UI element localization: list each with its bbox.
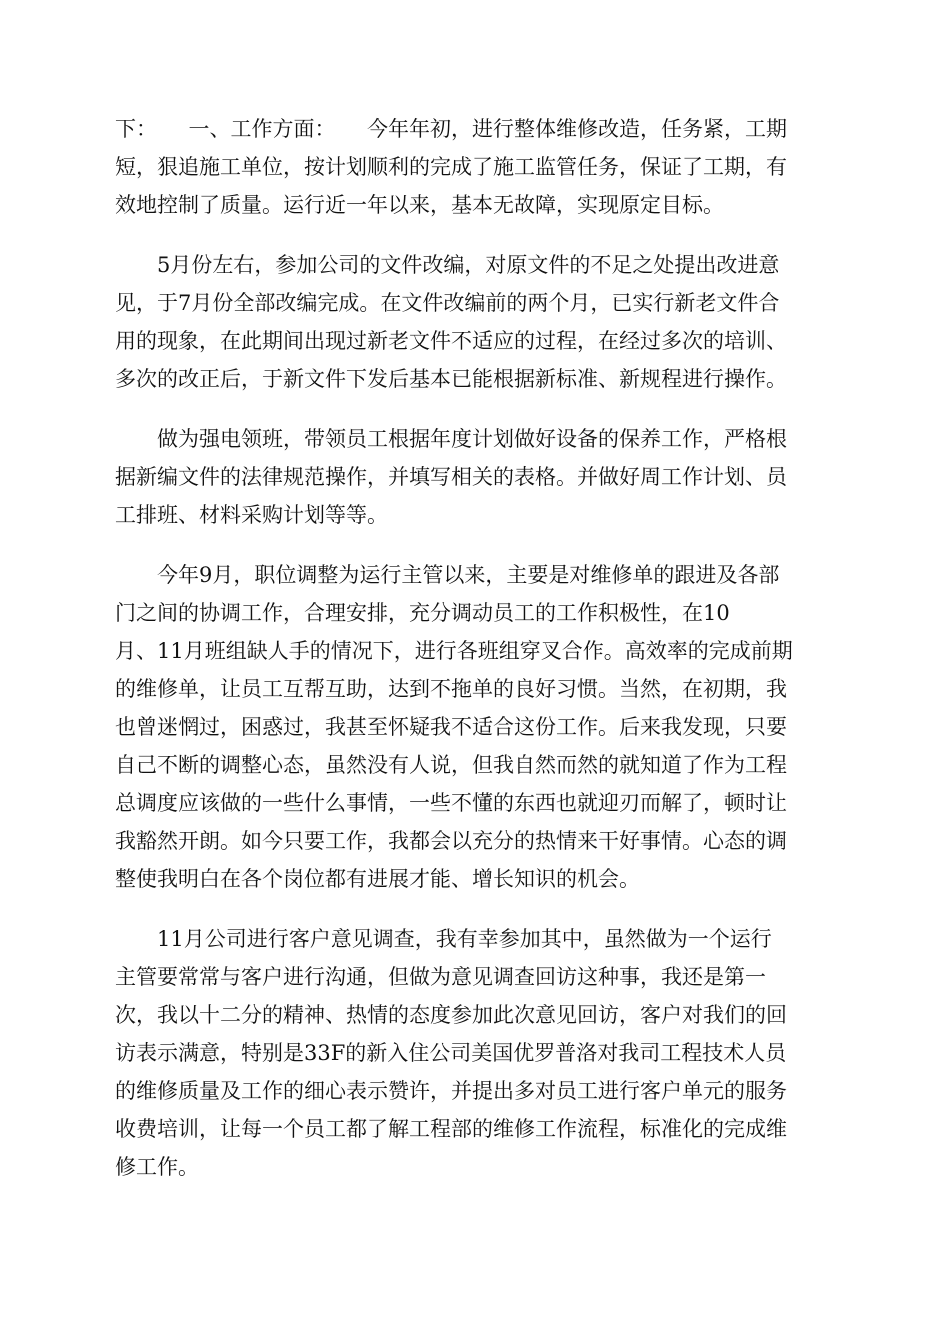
text-line: 自己不断的调整心态，虽然没有人说，但我自然而然的就知道了作为工程 <box>115 753 787 777</box>
text-line: 总调度应该做的一些什么事情，一些不懂的东西也就迎刃而解了，顿时让 <box>115 791 787 815</box>
text-line: 短，狠追施工单位，按计划顺利的完成了施工监管任务，保证了工期，有 <box>115 155 787 179</box>
text-line: 5月份左右，参加公司的文件改编，对原文件的不足之处提出改进意 <box>115 253 780 277</box>
text-line: 月、11月班组缺人手的情况下，进行各班组穿叉合作。高效率的完成前期 <box>115 639 793 663</box>
paragraph-position-change <box>115 556 835 898</box>
paragraph-team-lead <box>115 420 835 534</box>
text-line: 门之间的协调工作，合理安排，充分调动员工的工作积极性，在10 <box>115 601 730 625</box>
paragraph-document-revision <box>115 246 835 398</box>
text-line: 做为强电领班，带领员工根据年度计划做好设备的保养工作，严格根 <box>115 427 787 451</box>
text-line: 11月公司进行客户意见调查，我有幸参加其中，虽然做为一个运行 <box>115 927 772 951</box>
text-line: 收费培训，让每一个员工都了解工程部的维修工作流程，标准化的完成维 <box>115 1117 787 1141</box>
text-line: 多次的改正后，于新文件下发后基本已能根据新标准、新规程进行操作。 <box>115 367 787 391</box>
text-line: 用的现象，在此期间出现过新老文件不适应的过程，在经过多次的培训、 <box>115 329 787 353</box>
text-line: 效地控制了质量。运行近一年以来，基本无故障，实现原定目标。 <box>115 193 724 217</box>
text-line: 今年9月，职位调整为运行主管以来，主要是对维修单的跟进及各部 <box>115 563 780 587</box>
text-line: 主管要常常与客户进行沟通，但做为意见调查回访这种事，我还是第一 <box>115 965 766 989</box>
text-line: 访表示满意，特别是33F的新入住公司美国优罗普洛对我司工程技术人员 <box>115 1041 787 1065</box>
document-body <box>115 110 835 1208</box>
text-line: 修工作。 <box>115 1155 199 1179</box>
text-line: 次，我以十二分的精神、热情的态度参加此次意见回访，客户对我们的回 <box>115 1003 787 1027</box>
text-line: 的维修质量及工作的细心表示赞许，并提出多对员工进行客户单元的服务 <box>115 1079 787 1103</box>
text-line: 整使我明白在各个岗位都有进展才能、增长知识的机会。 <box>115 867 640 891</box>
text-line: 据新编文件的法律规范操作，并填写相关的表格。并做好周工作计划、员 <box>115 465 787 489</box>
paragraph-work-overview <box>115 110 835 224</box>
text-line: 也曾迷惘过，困惑过，我甚至怀疑我不适合这份工作。后来我发现，只要 <box>115 715 787 739</box>
text-line: 工排班、材料采购计划等等。 <box>115 503 388 527</box>
text-line: 下： 一、工作方面： 今年年初，进行整体维修改造，任务紧，工期 <box>115 117 787 141</box>
text-line: 我豁然开朗。如今只要工作，我都会以充分的热情来干好事情。心态的调 <box>115 829 787 853</box>
text-line: 见，于7月份全部改编完成。在文件改编前的两个月，已实行新老文件合 <box>115 291 780 315</box>
paragraph-customer-survey <box>115 920 835 1186</box>
text-line: 的维修单，让员工互帮互助，达到不拖单的良好习惯。当然，在初期，我 <box>115 677 787 701</box>
